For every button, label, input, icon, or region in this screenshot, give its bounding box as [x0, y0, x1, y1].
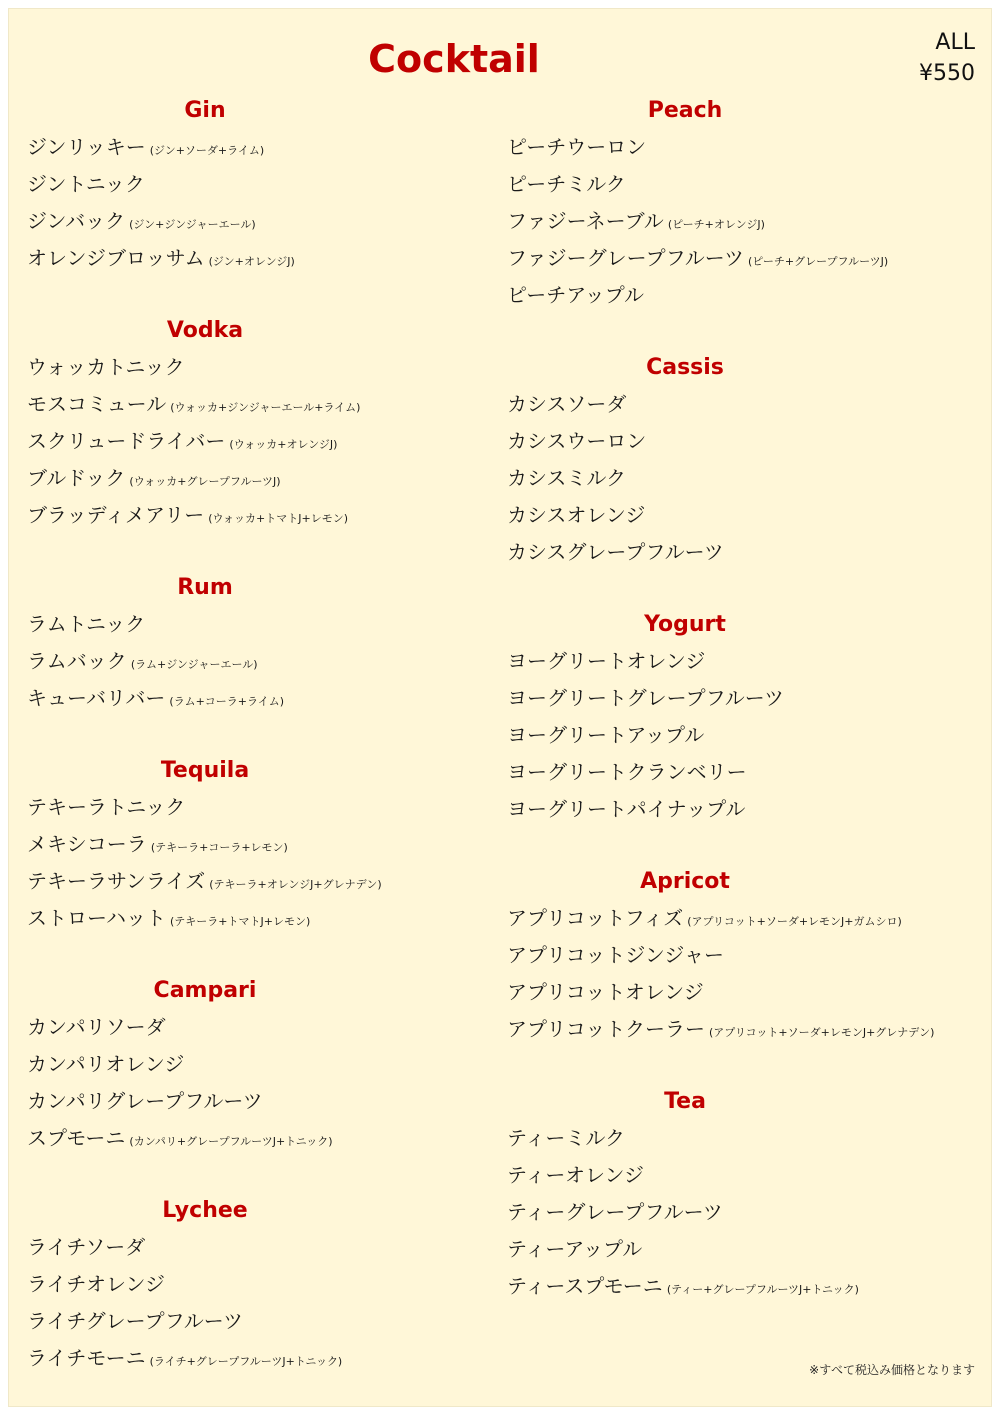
menu-item	[507, 643, 977, 680]
item-name: ピーチウーロン	[507, 135, 647, 159]
item-ingredients: (テキーラ+コーラ+レモン)	[150, 841, 288, 854]
price-block	[919, 27, 975, 89]
menu-item	[507, 1268, 977, 1305]
menu-item	[27, 900, 467, 937]
menu-item	[27, 643, 467, 680]
item-name: アプリコットジンジャー	[507, 943, 724, 967]
menu-item	[27, 1266, 467, 1303]
item-ingredients: (ウォッカ+ジンジャーエール+ライム)	[170, 401, 361, 414]
menu-item	[507, 754, 977, 791]
item-name: カンパリオレンジ	[27, 1052, 185, 1076]
menu-item	[27, 1046, 467, 1083]
menu-item	[27, 166, 467, 203]
menu-item	[507, 497, 977, 534]
item-name: テキーラサンライズ	[27, 869, 206, 893]
item-name: ヨーグリートアップル	[507, 723, 705, 747]
menu-section	[507, 607, 977, 828]
item-name: ジントニック	[27, 172, 145, 196]
menu-section	[27, 1193, 467, 1377]
item-name: キューバリバー	[27, 686, 166, 710]
item-name: ティーアップル	[507, 1237, 643, 1261]
menu-item	[507, 203, 977, 240]
item-ingredients: (テキーラ+オレンジJ+グレナデン)	[209, 878, 382, 891]
item-ingredients: (ウォッカ+オレンジJ)	[229, 438, 338, 451]
menu-item	[507, 717, 977, 754]
menu-item	[27, 240, 467, 277]
item-name: ライチグレープフルーツ	[27, 1309, 243, 1333]
menu-item	[27, 680, 467, 717]
item-name: ライチオレンジ	[27, 1272, 165, 1296]
item-ingredients: (ジン+ジンジャーエール)	[129, 218, 256, 231]
item-name: ヨーグリートオレンジ	[507, 649, 706, 673]
menu-item	[27, 1229, 467, 1266]
section-title: Tequila	[160, 758, 250, 783]
item-name: カシスグレープフルーツ	[507, 540, 724, 564]
item-name: ティースプモーニ	[507, 1274, 663, 1298]
item-name: オレンジブロッサム	[27, 246, 205, 270]
menu-item	[507, 166, 977, 203]
menu-item	[27, 386, 467, 423]
item-ingredients: (ラム+コーラ+ライム)	[169, 695, 284, 708]
item-name: メキシコーラ	[27, 832, 147, 856]
section-title: Tea	[664, 1089, 706, 1114]
item-ingredients: (アプリコット+ソーダ+レモンJ+ガムシロ)	[687, 915, 902, 928]
item-name: アプリコットフィズ	[507, 906, 684, 930]
menu-item	[507, 386, 977, 423]
menu-item	[507, 1157, 977, 1194]
item-name: カシスミルク	[507, 466, 626, 490]
menu-item	[27, 129, 467, 166]
item-name: ティーオレンジ	[507, 1163, 644, 1187]
menu-item	[27, 863, 467, 900]
menu-item	[507, 423, 977, 460]
menu-item	[27, 1083, 467, 1120]
item-ingredients: (ラム+ジンジャーエール)	[130, 658, 258, 671]
item-name: カシスウーロン	[507, 429, 647, 453]
item-name: ブラッディメアリー	[27, 503, 205, 527]
menu-item	[27, 349, 467, 386]
item-name: スクリュードライバー	[27, 429, 226, 453]
menu-item	[507, 1011, 977, 1048]
item-name: アプリコットクーラー	[507, 1017, 705, 1041]
item-name: ヨーグリートパイナップル	[507, 797, 746, 821]
item-name: カンパリソーダ	[27, 1015, 166, 1039]
menu-item	[507, 240, 977, 277]
item-name: アプリコットオレンジ	[507, 980, 704, 1004]
menu-item	[27, 1009, 467, 1046]
menu-item	[507, 1194, 977, 1231]
menu-item	[27, 789, 467, 826]
item-name: ライチソーダ	[27, 1235, 146, 1259]
section-title: Lychee	[162, 1198, 248, 1223]
menu-item	[27, 606, 467, 643]
item-name: カンパリグレープフルーツ	[27, 1089, 263, 1113]
menu-item	[27, 203, 467, 240]
menu-item	[507, 1231, 977, 1268]
item-name: ティーミルク	[507, 1126, 625, 1150]
left-column	[27, 93, 467, 1413]
price-value: ¥550	[919, 61, 975, 86]
tax-footnote: ※すべて税込み価格となります	[809, 1363, 975, 1377]
section-title: Vodka	[166, 318, 244, 343]
item-name: ヨーグリートグレープフルーツ	[507, 686, 784, 710]
menu-section	[507, 864, 977, 1048]
menu-item	[27, 460, 467, 497]
menu-item	[27, 1340, 467, 1377]
menu-item	[507, 937, 977, 974]
page-title: Cocktail	[368, 37, 540, 81]
item-ingredients: (カンパリ+グレープフルーツJ+トニック)	[129, 1135, 333, 1148]
right-column	[507, 93, 977, 1341]
item-ingredients: (ジン+ソーダ+ライム)	[149, 144, 265, 157]
menu-section	[27, 93, 467, 277]
menu-page	[8, 8, 992, 1407]
item-name: ジンバック	[27, 209, 126, 233]
menu-section	[507, 1084, 977, 1305]
menu-section	[27, 570, 467, 717]
menu-item	[507, 680, 977, 717]
section-title: Apricot	[640, 869, 730, 894]
item-name: カシスソーダ	[507, 392, 627, 416]
item-ingredients: (ウォッカ+トマトJ+レモン)	[208, 512, 349, 525]
item-name: ラムトニック	[27, 612, 146, 636]
price-label: ALL	[935, 30, 975, 55]
item-ingredients: (アプリコット+ソーダ+レモンJ+グレナデン)	[709, 1026, 935, 1039]
menu-section	[27, 753, 467, 937]
menu-item	[27, 423, 467, 460]
item-name: ピーチミルク	[507, 172, 626, 196]
menu-item	[27, 1120, 467, 1157]
menu-item	[507, 129, 977, 166]
menu-section	[27, 973, 467, 1157]
item-ingredients: (ジン+オレンジJ)	[208, 255, 295, 268]
item-name: スプモーニ	[27, 1126, 126, 1150]
menu-item	[27, 1303, 467, 1340]
item-name: ティーグレープフルーツ	[507, 1200, 723, 1224]
item-ingredients: (ピーチ+グレープフルーツJ)	[748, 255, 889, 268]
item-name: ライチモーニ	[27, 1346, 146, 1370]
item-name: ストローハット	[27, 906, 166, 930]
menu-item	[507, 460, 977, 497]
item-name: ジンリッキー	[27, 135, 146, 159]
item-name: モスコミュール	[27, 392, 167, 416]
item-ingredients: (テキーラ+トマトJ+レモン)	[170, 915, 311, 928]
menu-item	[27, 497, 467, 534]
item-ingredients: (ピーチ+オレンジJ)	[667, 218, 765, 231]
item-name: ファジーグレープフルーツ	[507, 246, 744, 270]
menu-section	[27, 313, 467, 534]
section-title: Gin	[184, 98, 226, 123]
menu-item	[507, 277, 977, 314]
section-title: Rum	[177, 575, 233, 600]
menu-section	[507, 93, 977, 314]
menu-item	[507, 900, 977, 937]
item-ingredients: (ライチ+グレープフルーツJ+トニック)	[149, 1355, 343, 1368]
item-name: テキーラトニック	[27, 795, 186, 819]
item-name: カシスオレンジ	[507, 503, 646, 527]
section-title: Yogurt	[644, 612, 726, 637]
item-ingredients: (ティー+グレープフルーツJ+トニック)	[666, 1283, 859, 1296]
item-name: ラムバック	[27, 649, 127, 673]
menu-item	[507, 534, 977, 571]
item-name: ヨーグリートクランベリー	[507, 760, 747, 784]
item-name: ブルドック	[27, 466, 126, 490]
section-title: Peach	[647, 98, 723, 123]
item-ingredients: (ウォッカ+グレープフルーツJ)	[129, 475, 281, 488]
menu-item	[507, 791, 977, 828]
section-title: Cassis	[646, 355, 724, 380]
menu-item	[507, 1120, 977, 1157]
menu-item	[507, 974, 977, 1011]
menu-item	[27, 826, 467, 863]
item-name: ウォッカトニック	[27, 355, 185, 379]
item-name: ファジーネーブル	[507, 209, 664, 233]
item-name: ピーチアップル	[507, 283, 644, 307]
section-title: Campari	[153, 978, 257, 1003]
menu-section	[507, 350, 977, 571]
